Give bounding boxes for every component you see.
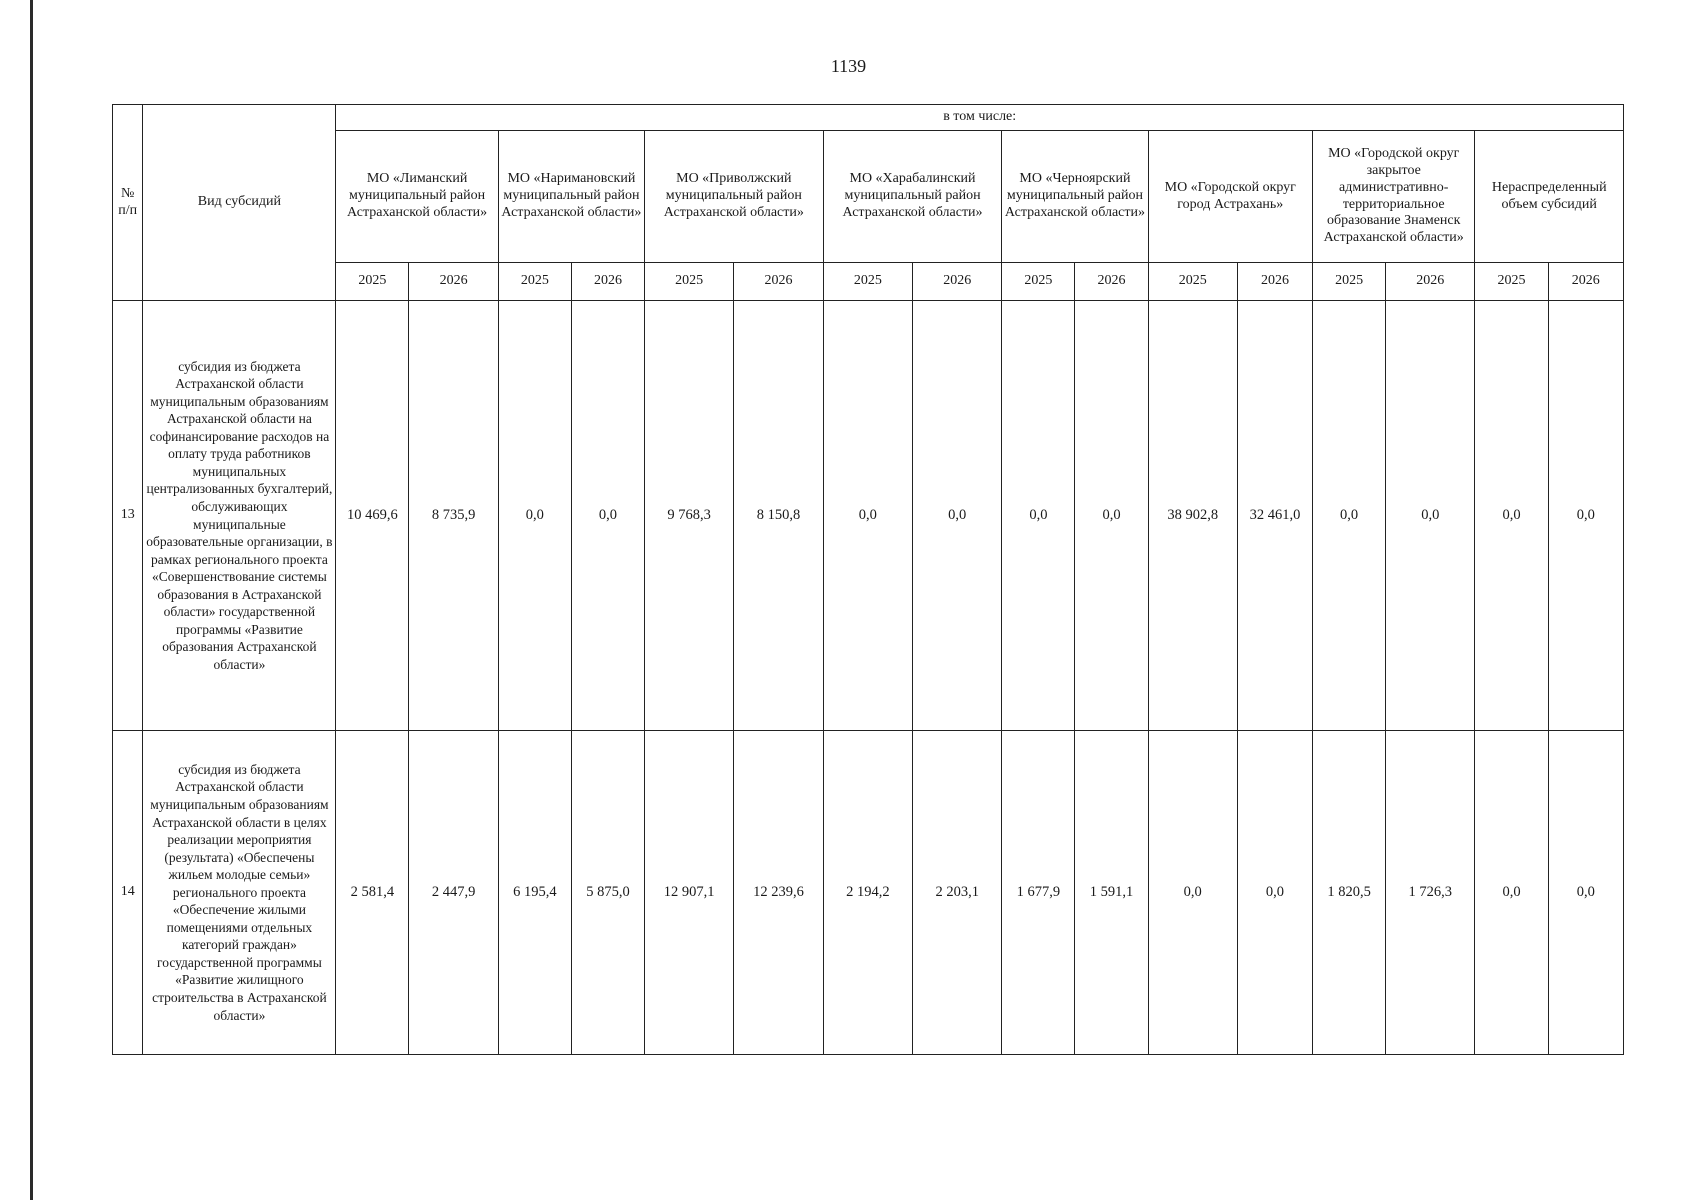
value-cell: 0,0 <box>1548 731 1623 1055</box>
value-cell: 0,0 <box>1548 301 1623 731</box>
type-column-header: Вид субсидий <box>143 105 336 301</box>
table-row <box>113 731 1624 1055</box>
subsidy-description: субсидия из бюджета Астраханской области муниципальным образованиям Астраханской области в целях реализации мероприятия (результата) «Обеспечены жильем молодые семьи» регионального проекта «Обеспечение жилыми помещениями отдельных категорий граждан» государственной программы «Развитие жилищного строительства в Астраханской области» <box>143 731 336 1055</box>
value-cell: 8 150,8 <box>734 301 823 731</box>
value-cell: 0,0 <box>498 301 571 731</box>
value-cell: 10 469,6 <box>336 301 409 731</box>
municipality-header-astrakhan: МО «Городской округ город Астрахань» <box>1148 131 1312 263</box>
binding-line <box>30 0 33 1200</box>
row-number: 13 <box>113 301 143 731</box>
value-cell: 0,0 <box>1475 731 1548 1055</box>
value-cell: 1 677,9 <box>1002 731 1075 1055</box>
value-cell: 1 591,1 <box>1075 731 1148 1055</box>
value-cell: 5 875,0 <box>571 731 644 1055</box>
value-cell: 0,0 <box>913 301 1002 731</box>
row-number: 14 <box>113 731 143 1055</box>
page-number: 1139 <box>830 56 867 76</box>
value-cell: 1 726,3 <box>1386 731 1475 1055</box>
unallocated-header: Нераспределенный объем субсидий <box>1475 131 1624 263</box>
value-cell: 2 581,4 <box>336 731 409 1055</box>
value-cell: 0,0 <box>1313 301 1386 731</box>
table-row <box>113 301 1624 731</box>
year-header: 2026 <box>913 263 1002 301</box>
value-cell: 6 195,4 <box>498 731 571 1055</box>
year-header: 2025 <box>644 263 733 301</box>
value-cell: 1 820,5 <box>1313 731 1386 1055</box>
year-header: 2025 <box>1148 263 1237 301</box>
value-cell: 9 768,3 <box>644 301 733 731</box>
municipality-header-narimanovsky: МО «Наримановский муниципальный район Астраханской области» <box>498 131 644 263</box>
value-cell: 0,0 <box>1237 731 1312 1055</box>
year-header: 2026 <box>1075 263 1148 301</box>
municipality-header-privolzhsky: МО «Приволжский муниципальный район Астраханской области» <box>644 131 823 263</box>
municipality-header-limansky: МО «Лиманский муниципальный район Астраханской области» <box>336 131 498 263</box>
subsidy-description: субсидия из бюджета Астраханской области муниципальным образованиям Астраханской области на софинансирование расходов на оплату труда работников муниципальных централизованных бухгалтерий, обслуживающих муниципальные образовательные организации, в рамках регионального проекта «Совершенствование системы образования в Астраханской области» государственной программы «Развитие образования Астраханской области» <box>143 301 336 731</box>
value-cell: 0,0 <box>571 301 644 731</box>
year-header: 2025 <box>1002 263 1075 301</box>
municipality-header-chernoyarsky: МО «Черноярский муниципальный район Астраханской области» <box>1002 131 1148 263</box>
year-header: 2026 <box>1548 263 1623 301</box>
value-cell: 32 461,0 <box>1237 301 1312 731</box>
no-column-header: № п/п <box>113 105 143 301</box>
value-cell: 0,0 <box>1148 731 1237 1055</box>
year-header: 2026 <box>734 263 823 301</box>
value-cell: 2 447,9 <box>409 731 498 1055</box>
year-header: 2025 <box>823 263 912 301</box>
group-header: в том числе: <box>336 105 1624 131</box>
subsidy-table <box>112 104 1624 1055</box>
value-cell: 0,0 <box>1075 301 1148 731</box>
value-cell: 2 203,1 <box>913 731 1002 1055</box>
year-header: 2026 <box>1386 263 1475 301</box>
value-cell: 8 735,9 <box>409 301 498 731</box>
value-cell: 0,0 <box>1475 301 1548 731</box>
value-cell: 2 194,2 <box>823 731 912 1055</box>
value-cell: 0,0 <box>1386 301 1475 731</box>
value-cell: 12 907,1 <box>644 731 733 1055</box>
year-header: 2026 <box>409 263 498 301</box>
value-cell: 38 902,8 <box>1148 301 1237 731</box>
value-cell: 12 239,6 <box>734 731 823 1055</box>
municipality-header-znamensk: МО «Городской округ закрытое административно-территориальное образование Знаменск Астраханской области» <box>1313 131 1475 263</box>
value-cell: 0,0 <box>823 301 912 731</box>
municipality-header-kharabalinsky: МО «Харабалинский муниципальный район Астраханской области» <box>823 131 1002 263</box>
year-header: 2025 <box>1313 263 1386 301</box>
year-header: 2025 <box>336 263 409 301</box>
year-header: 2025 <box>498 263 571 301</box>
value-cell: 0,0 <box>1002 301 1075 731</box>
year-header: 2026 <box>571 263 644 301</box>
year-header: 2026 <box>1237 263 1312 301</box>
year-header: 2025 <box>1475 263 1548 301</box>
